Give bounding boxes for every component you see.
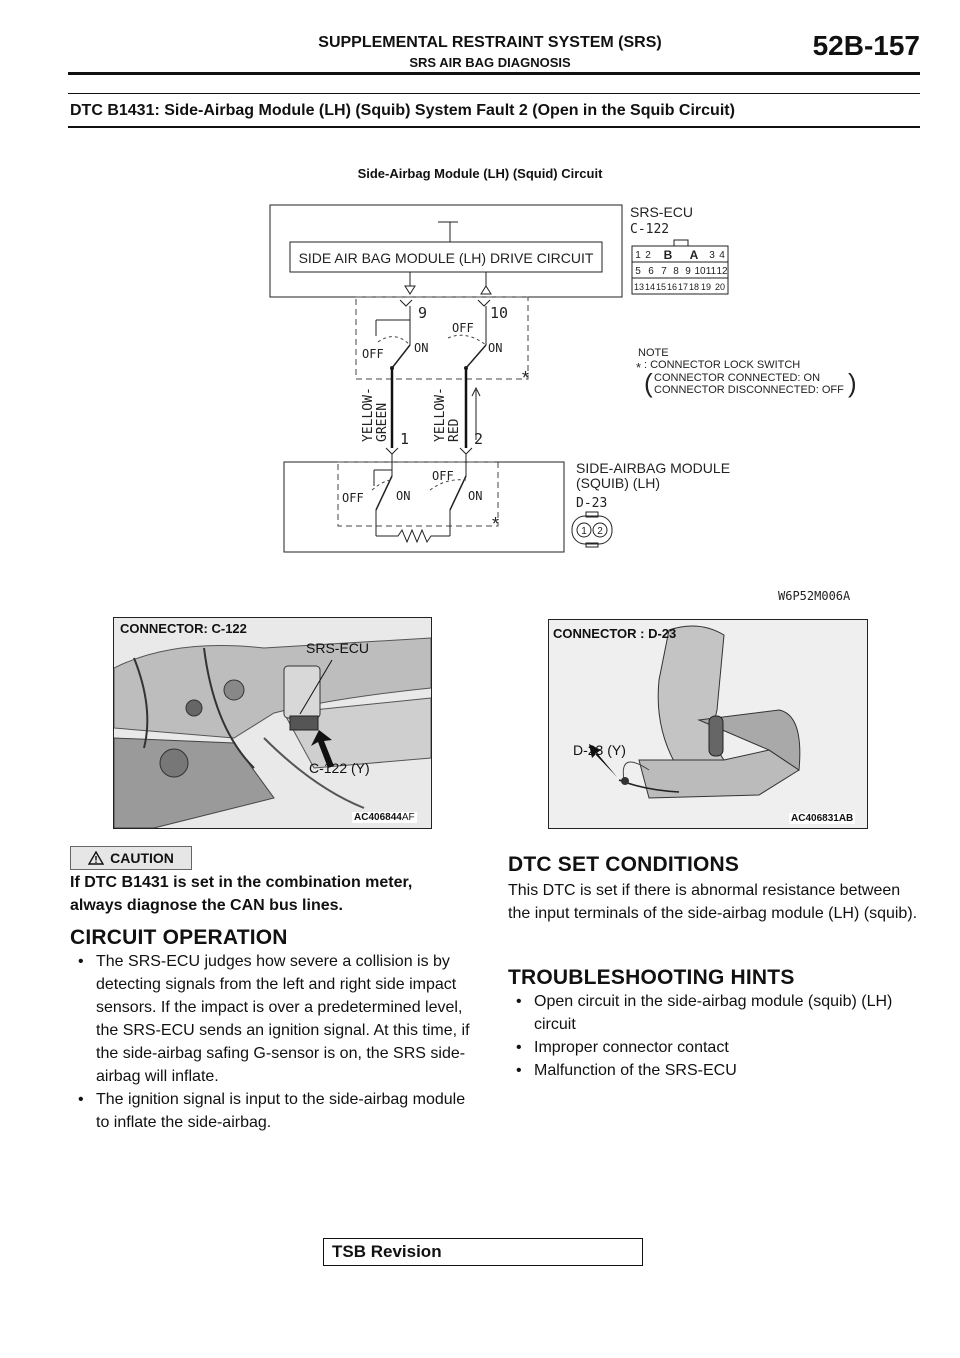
list-item: • The SRS-ECU judges how severe a collision is by detecting signals from the left and right side impact sensors. If the impact is over a predetermined level, the SRS-ECU sends an ignition signal. At this time, if the side-airbag safing G-sensor is on, the SRS side-airbag will inflate.: [70, 950, 482, 1088]
manual-subsection-title: SRS AIR BAG DIAGNOSIS: [409, 55, 571, 70]
d23-photo-code: AC406831AB: [791, 813, 854, 824]
wire-2-label-b: RED: [447, 418, 462, 442]
svg-text:OFF: OFF: [362, 347, 384, 361]
page-number: 52B-157: [812, 30, 920, 61]
drive-circuit-label: SIDE AIR BAG MODULE (LH) DRIVE CIRCUIT: [298, 250, 594, 266]
svg-text:ON: ON: [468, 489, 483, 503]
wire-1-label-b: GREEN: [375, 402, 390, 442]
svg-text:ON: ON: [414, 341, 429, 355]
svg-text:6: 6: [648, 266, 654, 277]
svg-text:13: 13: [633, 282, 645, 292]
module-connector-id: D-23: [576, 496, 608, 511]
ecu-connector-face: [632, 240, 728, 294]
dtc-set-conditions-text: This DTC is set if there is abnormal resistance between the input terminals of the side-airbag module (LH) (squib).: [508, 882, 918, 922]
svg-text:11: 11: [705, 266, 717, 277]
caution-label: CAUTION: [110, 850, 174, 866]
svg-text:19: 19: [700, 282, 712, 292]
note-line-3: CONNECTOR DISCONNECTED: OFF: [654, 384, 844, 396]
svg-text:OFF: OFF: [452, 321, 474, 335]
svg-text:3: 3: [709, 250, 715, 261]
title-bottom-rule: [68, 126, 920, 128]
svg-text:16: 16: [666, 282, 678, 292]
svg-text:*: *: [636, 360, 642, 375]
caution-text: If DTC B1431 is set in the combination meter, always diagnose the CAN bus lines.: [70, 874, 413, 914]
dtc-set-conditions-heading: DTC SET CONDITIONS: [508, 853, 740, 876]
squib-resistor: [376, 530, 450, 542]
tsb-revision-box: [323, 1238, 643, 1266]
circuit-diagram: [0, 190, 960, 610]
ecu-pin-10: 10: [490, 304, 509, 322]
svg-text:12: 12: [716, 266, 728, 277]
svg-text:10: 10: [694, 266, 706, 277]
connector-c122-photo: [113, 617, 432, 829]
svg-text:9: 9: [685, 266, 691, 277]
dtc-title: DTC B1431: Side-Airbag Module (LH) (Squib) System Fault 2 (Open in the Squib Circuit): [70, 102, 735, 119]
connector-d23-photo: [548, 619, 868, 829]
svg-text:*: *: [522, 368, 530, 388]
module-connector-face: [572, 512, 612, 547]
note-line-1: : CONNECTOR LOCK SWITCH: [644, 359, 801, 371]
module-pin-2: 2: [474, 430, 484, 448]
diagram-title: Side-Airbag Module (LH) (Squid) Circuit: [357, 166, 603, 181]
c122-photo-code-suffix: AF: [401, 812, 415, 823]
c122-photo-code: AC406844: [354, 812, 402, 823]
svg-text:ON: ON: [396, 489, 411, 503]
svg-text:17: 17: [677, 282, 689, 292]
c122-callout-ecu: SRS-ECU: [306, 640, 370, 656]
troubleshooting-heading: TROUBLESHOOTING HINTS: [508, 966, 795, 989]
svg-text:20: 20: [714, 282, 726, 292]
note-line-2: CONNECTOR CONNECTED: ON: [654, 372, 821, 384]
module-pin-1: 1: [400, 430, 410, 448]
ecu-pin-9: 9: [418, 304, 428, 322]
list-item: • The ignition signal is input to the side-airbag module to inflate the side-airbag.: [70, 1088, 482, 1134]
d23-callout-connector: D-23 (Y): [573, 742, 626, 758]
svg-text:4: 4: [719, 250, 725, 261]
circuit-operation-heading: CIRCUIT OPERATION: [70, 926, 288, 949]
svg-text:5: 5: [635, 266, 641, 277]
svg-text:*: *: [492, 514, 500, 534]
troubleshooting-list: [508, 990, 908, 1082]
c122-callout-connector: C-122 (Y): [309, 760, 370, 776]
svg-text:2: 2: [597, 526, 603, 537]
svg-text:OFF: OFF: [432, 469, 454, 483]
header-rule: [68, 72, 920, 75]
svg-text:1: 1: [635, 250, 641, 261]
svg-text:18: 18: [688, 282, 700, 292]
svg-text:8: 8: [673, 266, 679, 277]
wire-2-label-a: YELLOW-: [433, 387, 448, 442]
note-title: NOTE: [638, 347, 669, 359]
c122-photo-title: CONNECTOR: C-122: [120, 621, 247, 636]
manual-section-title: SUPPLEMENTAL RESTRAINT SYSTEM (SRS): [318, 34, 662, 51]
list-item: • Malfunction of the SRS-ECU: [508, 1059, 908, 1082]
circuit-operation-list: [70, 950, 482, 1134]
caution-badge: [70, 846, 192, 870]
module-label-1: SIDE-AIRBAG MODULE: [576, 460, 731, 476]
svg-text:2: 2: [645, 250, 651, 261]
warning-triangle-icon: [88, 851, 104, 865]
d23-photo-title: CONNECTOR : D-23: [553, 626, 677, 641]
svg-text:): ): [848, 368, 857, 398]
svg-text:15: 15: [655, 282, 667, 292]
diagram-figure-code: W6P52M006A: [778, 589, 851, 603]
svg-text:OFF: OFF: [342, 491, 364, 505]
svg-text:1: 1: [581, 526, 587, 537]
title-top-rule: [68, 93, 920, 94]
svg-text:ON: ON: [488, 341, 503, 355]
svg-text:(: (: [644, 368, 653, 398]
svg-text:14: 14: [644, 282, 656, 292]
tsb-revision-label: TSB Revision: [332, 1242, 442, 1261]
list-item: • Open circuit in the side-airbag module (squib) (LH) circuit: [508, 990, 908, 1036]
wire-1-label-a: YELLOW-: [361, 387, 376, 442]
module-box: [284, 462, 564, 552]
svg-text:B: B: [663, 248, 673, 262]
list-item: • Improper connector contact: [508, 1036, 908, 1059]
svg-text:A: A: [689, 248, 699, 262]
ecu-label: SRS-ECU: [630, 204, 694, 220]
svg-text:7: 7: [661, 266, 667, 277]
ecu-connector-id: C-122: [630, 222, 670, 237]
module-label-2: (SQUIB) (LH): [576, 475, 660, 491]
